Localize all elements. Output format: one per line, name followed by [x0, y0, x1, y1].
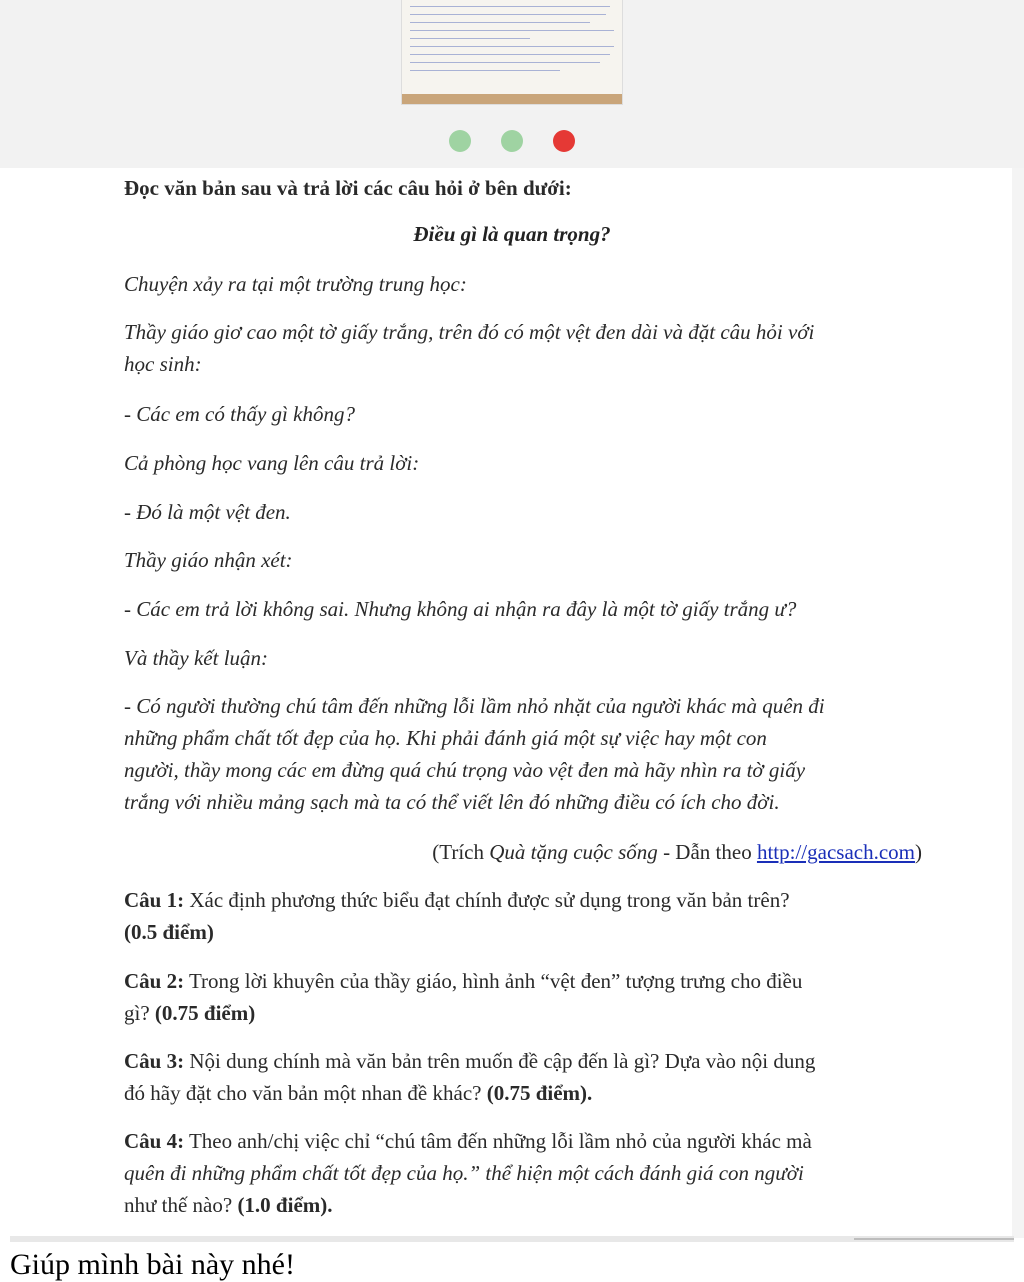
passage-line: học sinh:	[124, 352, 202, 376]
post-caption: Giúp mình bài này nhé!	[10, 1248, 295, 1281]
passage-line: Thầy giáo nhận xét:	[124, 548, 293, 572]
question-1-points: (0.5 điểm)	[124, 920, 214, 944]
passage-line: - Các em trả lời không sai. Nhưng không ai nhận ra đây là một tờ giấy trắng ư?	[124, 597, 797, 621]
source-link[interactable]: http://gacsach.com	[756, 840, 915, 864]
question-4: Câu 4: Theo anh/chị việc chỉ “chú tâm đến những lỗi lầm nhỏ của người khác mà	[124, 1129, 812, 1153]
passage-title: Điều gì là quan trọng?	[413, 222, 611, 246]
question-1: Câu 1: Xác định phương thức biểu đạt chính được sử dụng trong văn bản trên?	[124, 888, 790, 912]
passage-line: trắng với nhiều mảng sạch mà ta có thể viết lên đó những điều có ích cho đời.	[124, 790, 780, 814]
passage-line: Và thầy kết luận:	[124, 646, 269, 670]
passage-line: người, thầy mong các em đừng quá chú trọng vào vệt đen mà hãy nhìn ra tờ giấy	[124, 758, 806, 782]
citation: (Trích Quà tặng cuộc sống - Dẫn theo http://gacsach.com)	[432, 840, 922, 864]
question-4-line2: quên đi những phẩm chất tốt đẹp của họ.” thể hiện một cách đánh giá con người	[124, 1161, 804, 1185]
carousel-dot-3-active[interactable]	[553, 130, 575, 152]
passage-line: Chuyện xảy ra tại một trường trung học:	[124, 272, 467, 296]
scanned-document	[0, 168, 1024, 1238]
divider	[10, 1236, 1014, 1242]
instruction-text: Đọc văn bản sau và trả lời các câu hỏi ở bên dưới:	[124, 176, 572, 200]
question-2: Câu 2: Trong lời khuyên của thầy giáo, hình ảnh “vệt đen” tượng trưng cho điều	[124, 969, 803, 993]
passage-line: những phẩm chất tốt đẹp của họ. Khi phải đánh giá một sự việc hay một con	[124, 726, 767, 750]
passage-line: Thầy giáo giơ cao một tờ giấy trắng, trên đó có một vệt đen dài và đặt câu hỏi với	[124, 320, 815, 344]
carousel-pagination	[0, 130, 1024, 154]
passage-line: - Đó là một vệt đen.	[124, 500, 291, 524]
passage-line: - Các em có thấy gì không?	[124, 402, 355, 426]
carousel-dot-1[interactable]	[449, 130, 471, 152]
question-2-line2: gì? (0.75 điểm)	[124, 1001, 256, 1025]
image-carousel[interactable]	[0, 0, 1024, 168]
question-3: Câu 3: Nội dung chính mà văn bản trên muốn đề cập đến là gì? Dựa vào nội dung	[124, 1049, 816, 1073]
passage-line: Cả phòng học vang lên câu trả lời:	[124, 451, 420, 475]
carousel-dot-2[interactable]	[501, 130, 523, 152]
question-3-line2: đó hãy đặt cho văn bản một nhan đề khác? (0.75 điểm).	[124, 1081, 593, 1105]
passage-line: - Có người thường chú tâm đến những lỗi lầm nhỏ nhặt của người khác mà quên đi	[124, 694, 825, 718]
handwritten-note-thumbnail[interactable]	[402, 0, 622, 104]
question-4-line3: như thế nào? (1.0 điểm).	[124, 1193, 333, 1217]
